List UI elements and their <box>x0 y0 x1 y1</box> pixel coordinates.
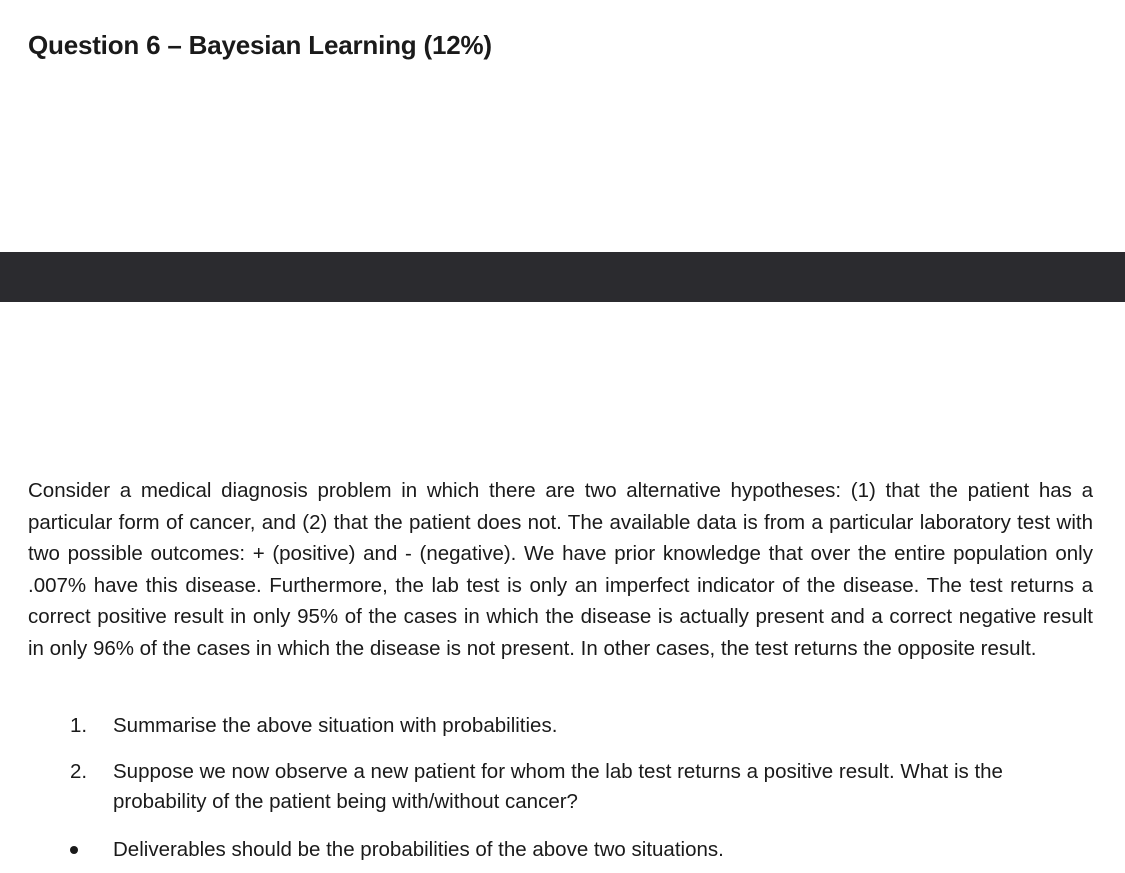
question-title: Question 6 – Bayesian Learning (12%) <box>28 30 492 60</box>
redaction-bar <box>0 252 1125 302</box>
problem-paragraph: Consider a medical diagnosis problem in which there are two alternative hypotheses: (1) that the patient has a particular form of cancer, and (2) that the patient does not. The available data is from a particular laboratory test with two possible outcomes: + (positive) and - (negative). We have prior knowledge that over the entire population only .007% have this disease. Furthermore, the lab test is only an imperfect indicator of the disease. The test returns a correct positive result in only 95% of the cases in which the disease is actually present and a correct negative result in only 96% of the cases in which the disease is not present. In other cases, the test returns the opposite result. <box>28 479 1093 660</box>
list-number: 2. <box>70 760 88 783</box>
list-item-text: Suppose we now observe a new patient for whom the lab test returns a positive result. What is the probability of the patient being with/without cancer? <box>113 760 1003 813</box>
list-item-text: Summarise the above situation with probabilities. <box>113 714 558 737</box>
bullet-text: Deliverables should be the probabilities of the above two situations. <box>113 838 724 861</box>
list-number: 1. <box>70 714 88 737</box>
bullet-icon <box>70 846 78 854</box>
